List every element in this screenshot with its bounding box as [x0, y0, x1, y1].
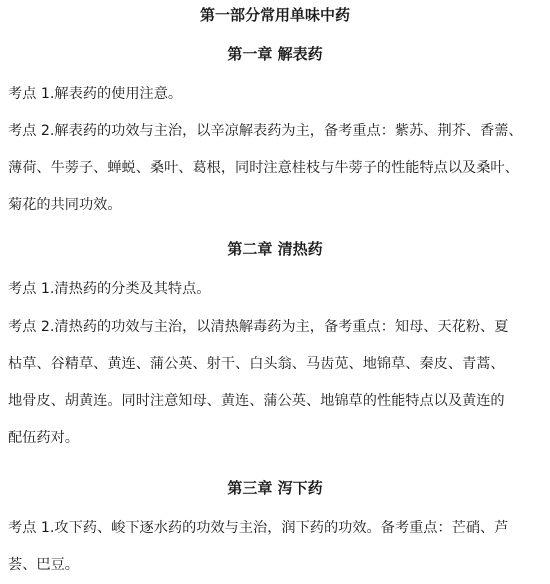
chapter-title: 第一章 解表药 — [227, 45, 323, 63]
paragraph-line: 考点 1.攻下药、峻下逐水药的功效与主治，润下药的功效。备考重点：芒硝、芦 — [8, 520, 509, 536]
paragraph-line: 菊花的共同功效。 — [8, 197, 122, 213]
chapter-title: 第二章 清热药 — [227, 240, 323, 258]
paragraph-line: 配伍药对。 — [8, 430, 79, 446]
exam-point — [8, 271, 542, 308]
exam-point — [8, 510, 542, 584]
exam-point — [8, 113, 542, 224]
paragraph-line: 考点 2.解表药的功效与主治，以辛凉解表药为主，备考重点：紫苏、荆芥、香薷、 — [8, 123, 523, 139]
paragraph-line: 薄荷、牛蒡子、蝉蜕、桑叶、葛根，同时注意桂枝与牛蒡子的性能特点以及桑叶、 — [8, 160, 519, 176]
part-title: 第一部分常用单味中药 — [199, 6, 350, 24]
exam-point — [8, 76, 542, 113]
paragraph-line: 考点 1.解表药的使用注意。 — [8, 86, 183, 102]
paragraph-line: 地骨皮、胡黄连。同时注意知母、黄连、蒲公英、地锦草的性能特点以及黄连的 — [8, 393, 505, 409]
exam-point — [8, 309, 542, 457]
paragraph-line: 枯草、谷精草、黄连、蒲公英、射干、白头翁、马齿苋、地锦草、秦皮、青蒿、 — [8, 356, 505, 372]
chapter-title: 第三章 泻下药 — [227, 479, 323, 497]
paragraph-line: 考点 1.清热药的分类及其特点。 — [8, 281, 211, 297]
paragraph-line: 考点 2.清热药的功效与主治，以清热解毒药为主，备考重点：知母、天花粉、夏 — [8, 319, 509, 335]
paragraph-line: 荟、巴豆。 — [8, 557, 79, 573]
